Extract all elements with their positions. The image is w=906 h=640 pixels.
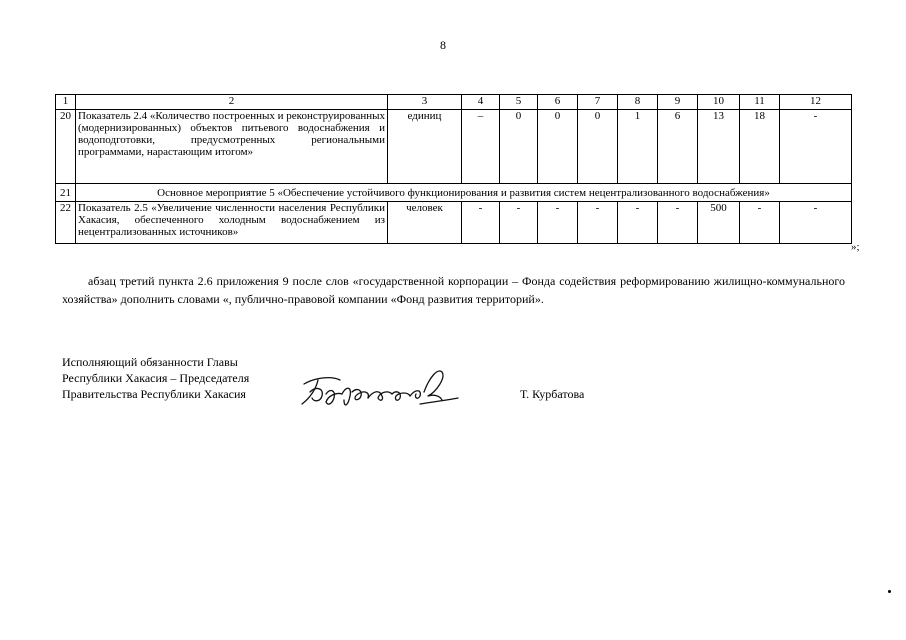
value-cell: 500: [698, 202, 740, 244]
amendment-paragraph: абзац третий пункта 2.6 приложения 9 после слов «государственной корпорации – Фонда содействия реформированию жилищно-коммунального хозяйства» дополнить словами «, публично-правовой компании «Фонд развития территорий».: [62, 274, 845, 306]
row-number: 21: [56, 184, 76, 202]
header-cell: 10: [698, 95, 740, 110]
table-row: [56, 202, 852, 244]
header-cell: 7: [578, 95, 618, 110]
closing-quote: »;: [851, 241, 860, 253]
value-cell: -: [500, 202, 538, 244]
signature-block: [62, 354, 249, 402]
value-cell: -: [780, 110, 852, 184]
table-row: [56, 110, 852, 184]
signatory-title-line: Исполняющий обязанности Главы: [62, 355, 238, 369]
header-cell: 5: [500, 95, 538, 110]
signer-name: Т. Курбатова: [520, 387, 585, 401]
signatory-title-line: Республики Хакасия – Председателя: [62, 371, 250, 385]
value-cell: -: [578, 202, 618, 244]
value-cell: 0: [500, 110, 538, 184]
header-cell: 3: [388, 95, 462, 110]
value-cell: -: [538, 202, 578, 244]
header-cell: 4: [462, 95, 500, 110]
value-cell: 0: [538, 110, 578, 184]
header-cell: 6: [538, 95, 578, 110]
value-cell: 18: [740, 110, 780, 184]
unit-cell: единиц: [388, 110, 462, 184]
row-number: 20: [56, 110, 76, 184]
indicator-name: Показатель 2.4 «Количество построенных и реконструированных (модернизированных) объектов питьевого водоснабжения и водоподготовки, предусмотренных региональными программами, нарастающим итогом»: [76, 110, 388, 184]
value-cell: -: [740, 202, 780, 244]
header-cell: 12: [780, 95, 852, 110]
table-row: [56, 184, 852, 202]
header-cell: 2: [76, 95, 388, 110]
unit-cell: человек: [388, 202, 462, 244]
page-dot: [888, 590, 891, 593]
value-cell: 6: [658, 110, 698, 184]
value-cell: -: [462, 202, 500, 244]
page-number: 8: [440, 38, 446, 52]
value-cell: -: [618, 202, 658, 244]
header-cell: 1: [56, 95, 76, 110]
table-header-row: [56, 95, 852, 110]
value-cell: 1: [618, 110, 658, 184]
header-cell: 8: [618, 95, 658, 110]
indicator-table: [55, 94, 852, 244]
header-cell: 11: [740, 95, 780, 110]
indicator-name: Показатель 2.5 «Увеличение численности населения Республики Хакасия, обеспеченного холодным водоснабжением из нецентрализованных источников»: [76, 202, 388, 244]
value-cell: 13: [698, 110, 740, 184]
value-cell: -: [780, 202, 852, 244]
handwritten-signature: [296, 362, 464, 412]
measure-title: Основное мероприятие 5 «Обеспечение устойчивого функционирования и развития систем нецентрализованного водоснабжения»: [76, 184, 852, 202]
value-cell: 0: [578, 110, 618, 184]
value-cell: –: [462, 110, 500, 184]
header-cell: 9: [658, 95, 698, 110]
signatory-title-line: Правительства Республики Хакасия: [62, 387, 246, 401]
row-number: 22: [56, 202, 76, 244]
value-cell: -: [658, 202, 698, 244]
